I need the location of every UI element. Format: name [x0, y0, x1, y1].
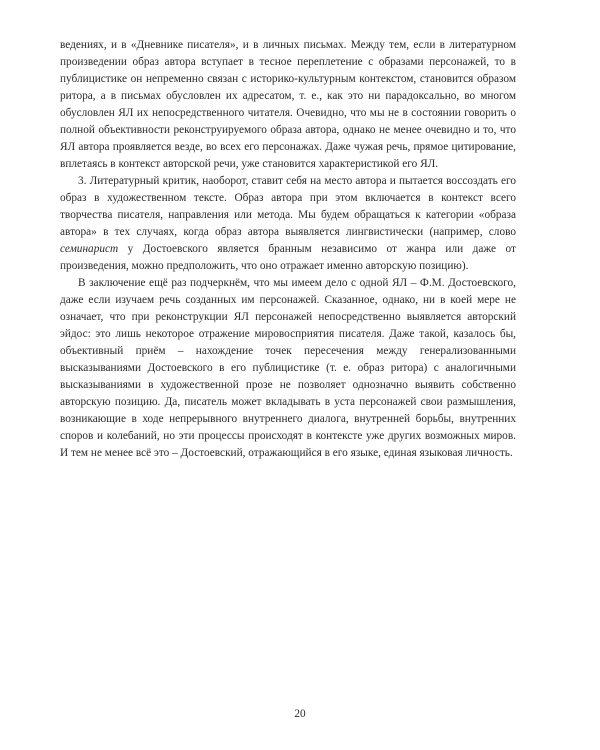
paragraph-2-text-end: у Достоевского является бранным независимо от жанра или даже от произведения, можно предположить, что оно отражает именно авторскую позицию).: [60, 243, 516, 272]
page-number: 20: [294, 708, 306, 720]
page-body: [60, 37, 516, 462]
paragraph-1: ведениях, и в «Дневнике писателя», и в личных письмах. Между тем, если в литературном произведении образ автора вступает в тесное переплетение с образами персонажей, то в публицистике он непременно связан с историко-культурным контекстом, становится образом ритора, а в письмах обусловлен их адресатом, т. е., как это ни парадоксально, во многом обусловлен ЯЛ их непосредственного читателя. Очевидно, что мы не в состоянии говорить о полной объективности реконструируемого образа автора, однако не менее очевидно и то, что ЯЛ автора проявляется везде, во всех его персонажах. Даже чужая речь, прямое цитирование, вплетаясь в контекст авторской речи, уже становится характеристикой его ЯЛ.: [60, 39, 516, 170]
paragraph-2-italic-word: семинарист: [60, 243, 119, 255]
paragraph-2: [60, 173, 516, 275]
paragraph-2-text-start: 3. Литературный критик, наоборот, ставит себя на место автора и пытается воссоздать его образ в художественном тексте. Образ автора при этом включается в контекст всего творчества писателя, направления или метода. Мы будем обращаться к категории «образа автора» в тех случаях, когда образ автора выявляется лингвистически (например, слово: [60, 175, 516, 238]
paragraph-3: В заключение ещё раз подчеркнём, что мы имеем дело с одной ЯЛ – Ф.М. Достоевского, даже если изучаем речь созданных им персонажей. Сказанное, однако, ни в коей мере не означает, что при реконструкции ЯЛ персонажей непосредственно выявляется авторский эйдос: это лишь некоторое отражение мировосприятия писателя. Даже такой, казалось бы, объективный приём – нахождение точек пересечения между генерализованными высказываниями Достоевского в его публицистике (т. е. образ ритора) с аналогичными высказываниями в художественной прозе не позволяет однозначно выявить собственно авторскую позицию. Да, писатель может вкладывать в уста персонажей свои размышления, возникающие в ходе непрерывного внутреннего диалога, внутренней борьбы, внутренних споров и колебаний, но эти процессы происходят в контексте уже других возможных миров. И тем не менее всё это – Достоевский, отражающийся в его языке, единая языковая личность.: [60, 277, 516, 459]
